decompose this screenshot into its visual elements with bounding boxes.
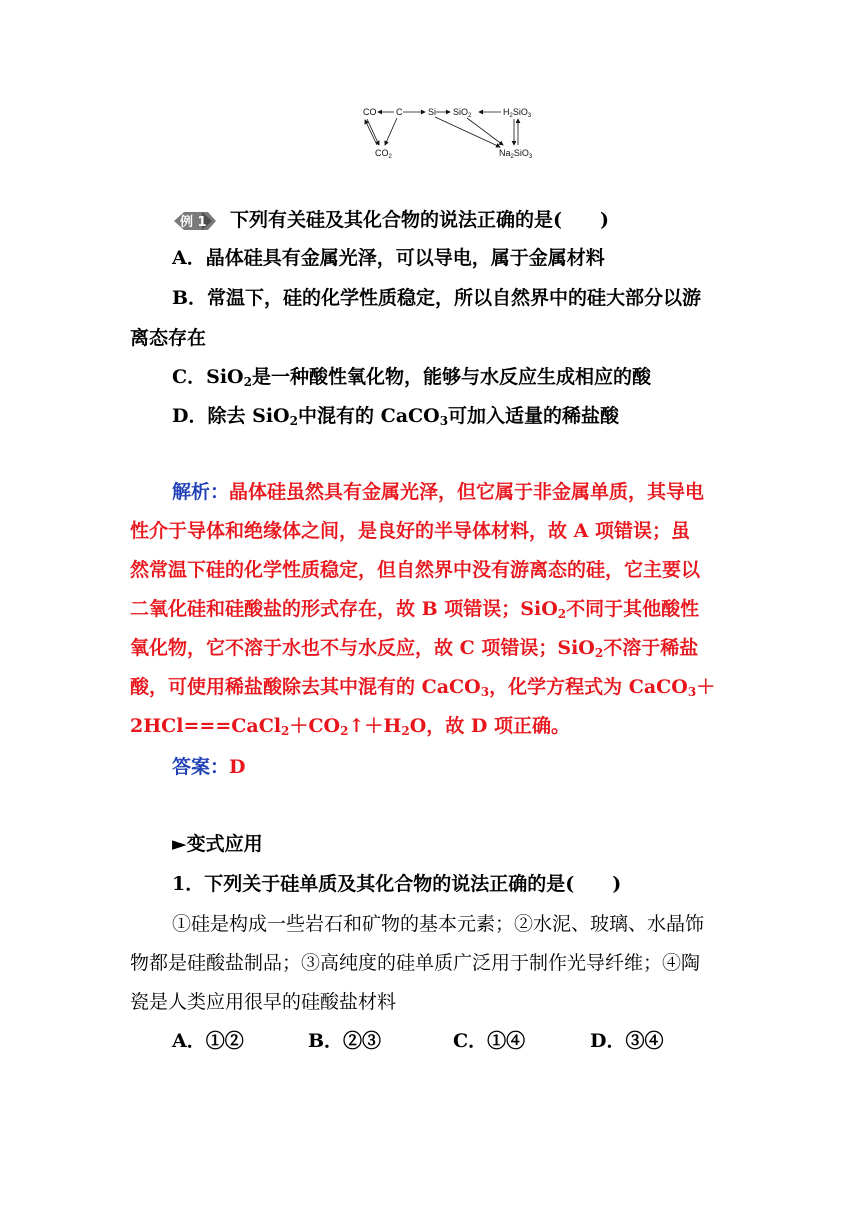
node-c: C bbox=[396, 107, 403, 117]
variant-heading: ►变式应用 bbox=[172, 833, 263, 855]
node-co2: $CO_2$ bbox=[375, 148, 392, 160]
example-question: 下列有关硅及其化合物的说法正确的是( ) bbox=[230, 209, 609, 231]
variant-statement-line-3: 瓷是人类应用很早的硅酸盐材料 bbox=[130, 991, 397, 1013]
arrow-c-to-co2 bbox=[385, 118, 397, 145]
option-a: A．晶体硅具有金属光泽，可以导电，属于金属材料 bbox=[172, 247, 605, 269]
node-co: CO bbox=[363, 107, 377, 117]
arrow-si-to-na2sio3 bbox=[435, 117, 500, 147]
answer-label: 答案： bbox=[172, 756, 230, 778]
variant-option-d: D．③④ bbox=[590, 1030, 664, 1052]
variant-option-c: C．①④ bbox=[453, 1030, 526, 1052]
node-na2sio3: $Na_2SiO_3$ bbox=[499, 148, 533, 160]
option-b-line1: B．常温下，硅的化学性质稳定，所以自然界中的硅大部分以游 bbox=[172, 287, 702, 309]
node-h2sio3: $H_2SiO_3$ bbox=[503, 107, 532, 119]
analysis-line-6: 酸，可使用稀盐酸除去其中混有的 CaCO$_3$，化学方程式为 CaCO$_3$＋ bbox=[130, 676, 716, 699]
node-si: Si bbox=[428, 107, 437, 117]
arrow-co2-to-co bbox=[365, 120, 377, 145]
arrow-co-to-co2-a bbox=[367, 119, 379, 145]
arrow-sio2-to-na2sio3 bbox=[467, 118, 503, 145]
svg-text:例 1: 例 1 bbox=[180, 215, 207, 230]
analysis-line-7: $2HCl===CaCl_2+CO_2↑+H_2O$，故 D 项正确。 bbox=[130, 715, 570, 738]
option-d: D．除去 SiO$_2$中混有的 CaCO$_3$可加入适量的稀盐酸 bbox=[172, 405, 620, 428]
analysis-line-5: 氧化物，它不溶于水也不与水反应，故 C 项错误；SiO$_2$不溶于稀盐 bbox=[130, 637, 699, 660]
answer-value: D bbox=[229, 756, 246, 778]
example-question-line bbox=[172, 205, 609, 235]
node-sio2: SiO$_2$ bbox=[453, 107, 472, 119]
option-c: C．SiO$_2$是一种酸性氧化物，能够与水反应生成相应的酸 bbox=[172, 366, 651, 389]
variant-statement-line-2: 物都是硅酸盐制品；③高纯度的硅单质广泛用于制作光导纤维；④陶 bbox=[130, 952, 701, 974]
analysis-line-2: 性介于导体和绝缘体之间，是良好的半导体材料，故 A 项错误；虽 bbox=[130, 520, 690, 542]
analysis-label: 解析： bbox=[172, 481, 230, 503]
variant-statement-line-1: ①硅是构成一些岩石和矿物的基本元素；②水泥、玻璃、水晶饰 bbox=[172, 913, 705, 935]
answer-line bbox=[172, 752, 246, 782]
silicon-reaction-diagram bbox=[355, 100, 555, 164]
variant-question-1: 1．下列关于硅单质及其化合物的说法正确的是( ) bbox=[172, 873, 622, 895]
analysis-line-4: 二氧化硅和硅酸盐的形式存在，故 B 项错误；SiO$_2$不同于其他酸性 bbox=[130, 598, 700, 621]
analysis-line-1: 解析：晶体硅虽然具有金属光泽，但它属于非金属单质，其导电 bbox=[172, 481, 705, 503]
variant-option-b: B．②③ bbox=[308, 1030, 382, 1052]
example-badge bbox=[172, 210, 216, 232]
analysis-line-3: 然常温下硅的化学性质稳定，但自然界中没有游离态的硅，它主要以 bbox=[130, 559, 701, 581]
option-b-line2: 离态存在 bbox=[130, 327, 207, 349]
variant-option-a: A．①② bbox=[172, 1030, 244, 1052]
